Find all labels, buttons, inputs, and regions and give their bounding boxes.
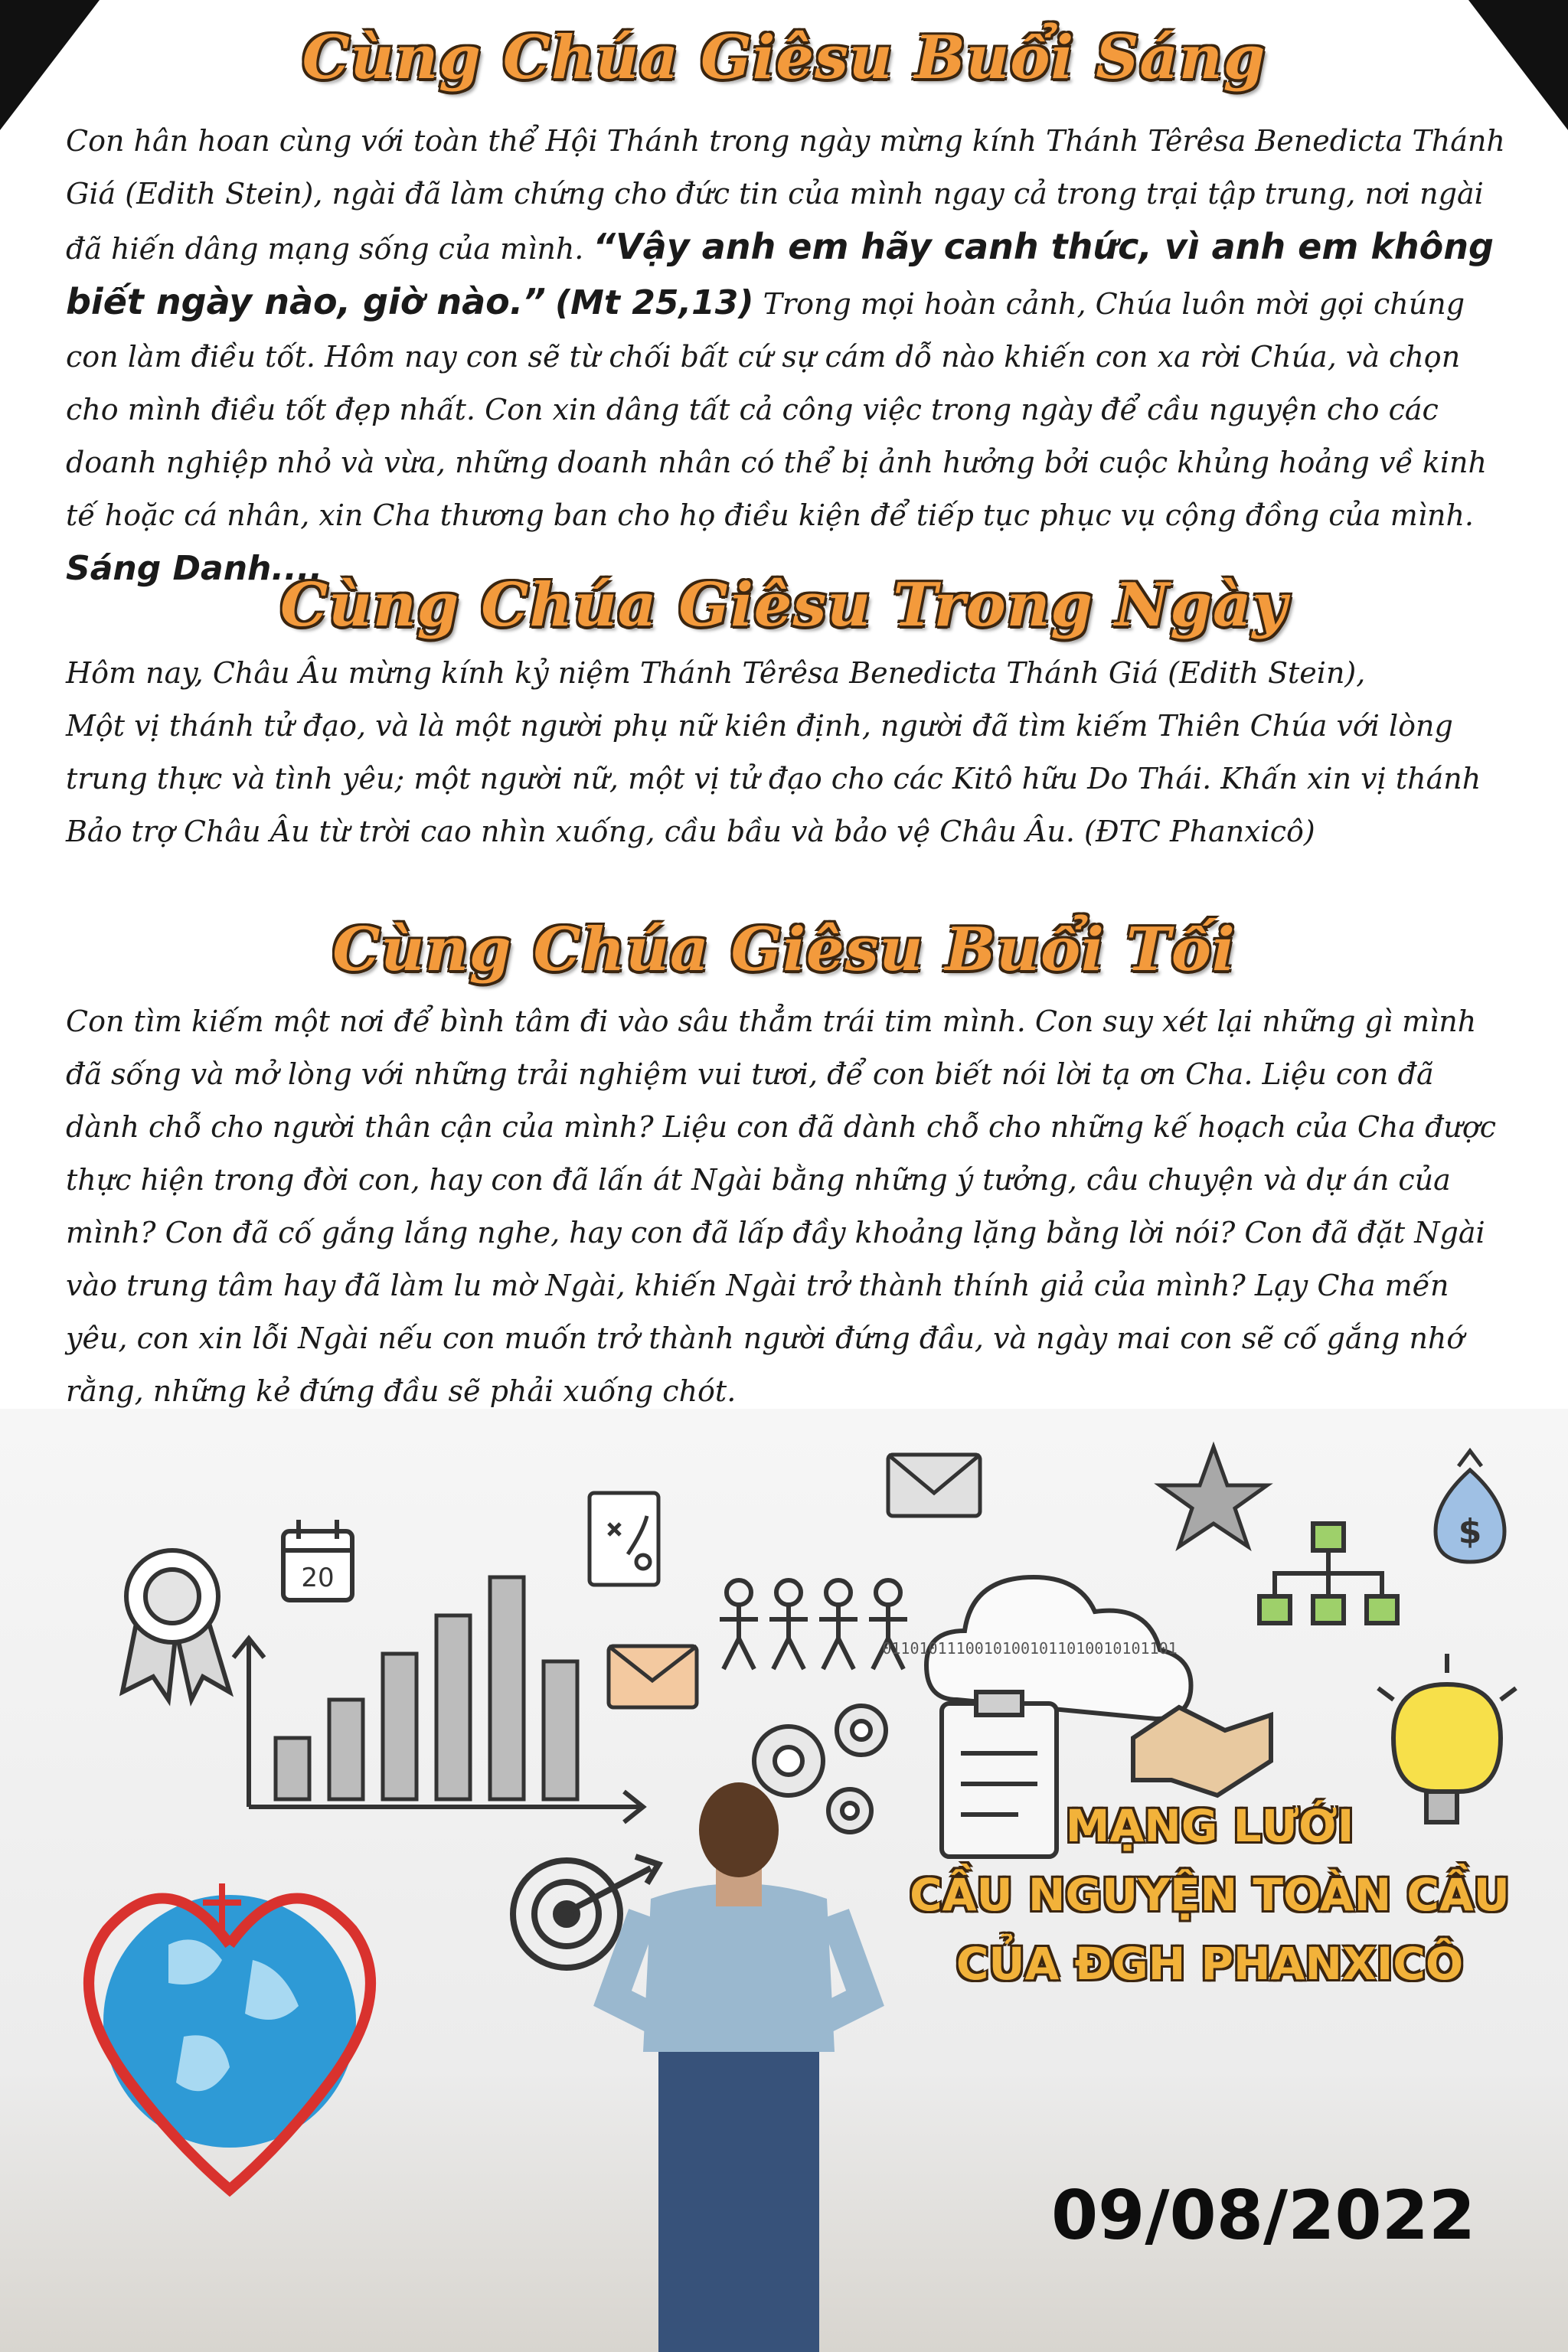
gospel-quote: “Vậy anh em hãy canh thức, vì anh em không biết ngày nào, giờ nào.” bbox=[66, 226, 1494, 322]
envelope-icon-2 bbox=[609, 1646, 697, 1707]
envelope-icon bbox=[888, 1455, 980, 1516]
morning-title: Cùng Chúa Giêsu Buổi Sáng bbox=[302, 23, 1266, 93]
network-line-2: CẦU NGUYỆN TOÀN CẦU bbox=[910, 1869, 1510, 1921]
data-cloud-text: 01101011100101001011010010101101 bbox=[882, 1639, 1178, 1658]
gospel-reference: (Mt 25,13) bbox=[554, 283, 754, 322]
globe-heart-logo bbox=[89, 1883, 371, 2190]
evening-paragraph bbox=[66, 995, 1513, 1471]
award-ribbon-icon bbox=[122, 1550, 230, 1700]
hierarchy-icon bbox=[1259, 1524, 1397, 1623]
calendar-number: 20 bbox=[301, 1563, 335, 1593]
morning-closing: Sáng Danh.... bbox=[66, 549, 323, 588]
morning-text-1: Con hân hoan cùng với toàn thể Hội Thánh trong ngày mừng kính Thánh Têrêsa Benedicta Thánh Giá (Edith Stein), ngài đã làm chứng cho đức tin của mình ngay cả trong trại tập trung, nơi ngài đã hiến dâng mạng sống của mình. bbox=[66, 124, 1505, 266]
evening-text: Con tìm kiếm một nơi để bình tâm đi vào sâu thẳm trái tim mình. Con suy xét lại những gì mình đã sống và mở lòng với những trải nghiệm vui tươi, để con biết nói lời tạ ơn Cha. Liệu con đã dành chỗ cho người thân cận của mình? Liệu con đã dành chỗ cho những kế hoạch của Cha được thực hiện trong đời con, hay con đã lấn át Ngài bằng những ý tưởng, câu chuyện và dự án của mình? Con đã cố gắng lắng nghe, hay con đã lấp đầy khoảng lặng bằng lời nói? Con đã đặt Ngài vào trung tâm hay đã làm lu mờ Ngài, khiến Ngài trở thành thính giả của mình? Lạy Cha mến yêu, con xin lỗi Ngài nếu con muốn trở thành người đứng đầu, và ngày mai con sẽ cố gắng nhớ rằng, những kẻ đứng đầu sẽ phải xuống chót. bbox=[66, 1004, 1497, 1408]
morning-text-2: Trong mọi hoàn cảnh, Chúa luôn mời gọi chúng con làm điều tốt. Hôm nay con sẽ từ chối bất cứ sự cám dỗ nào khiến con xa rời Chúa, và chọn cho mình điều tốt đẹp nhất. Con xin dâng tất cả công việc trong ngày để cầu nguyện cho các doanh nghiệp nhỏ và vừa, những doanh nhân có thể bị ảnh hưởng bởi cuộc khủng hoảng về kinh tế hoặc cá nhân, xin Cha thương ban cho họ điều kiện để tiếp tục phục vụ cộng đồng của mình. bbox=[66, 287, 1488, 532]
strategy-board-icon bbox=[590, 1493, 658, 1585]
day-line-1: Hôm nay, Châu Âu mừng kính kỷ niệm Thánh Têrêsa Benedicta Thánh Giá (Edith Stein), bbox=[66, 656, 1366, 690]
evening-title: Cùng Chúa Giêsu Buổi Tối bbox=[332, 915, 1236, 985]
day-line-2: Một vị thánh tử đạo, và là một người phụ nữ kiên định, người đã tìm kiếm Thiên Chúa với lòng trung thực và tình yêu; một người nữ, một vị tử đạo cho các Kitô hữu Do Thái. Khấn xin vị thánh Bảo trợ Châu Âu từ trời cao nhìn xuống, cầu bầu và bảo vệ Châu Âu. (ĐTC Phanxicô) bbox=[66, 709, 1481, 848]
star-icon bbox=[1160, 1447, 1267, 1547]
team-people-icon bbox=[720, 1580, 907, 1669]
day-title: Cùng Chúa Giêsu Trong Ngày bbox=[280, 570, 1288, 640]
network-line-1: MẠNG LƯỚI bbox=[1065, 1800, 1354, 1852]
bar-chart-icon bbox=[234, 1577, 643, 1822]
money-symbol: $ bbox=[1458, 1512, 1482, 1551]
day-paragraph bbox=[66, 647, 1513, 858]
lightbulb-icon bbox=[1378, 1654, 1516, 1822]
network-line-3: CỦA ĐGH PHANXICÔ bbox=[956, 1938, 1464, 1990]
date-label: 09/08/2022 bbox=[1050, 2176, 1476, 2255]
morning-paragraph bbox=[66, 115, 1513, 595]
